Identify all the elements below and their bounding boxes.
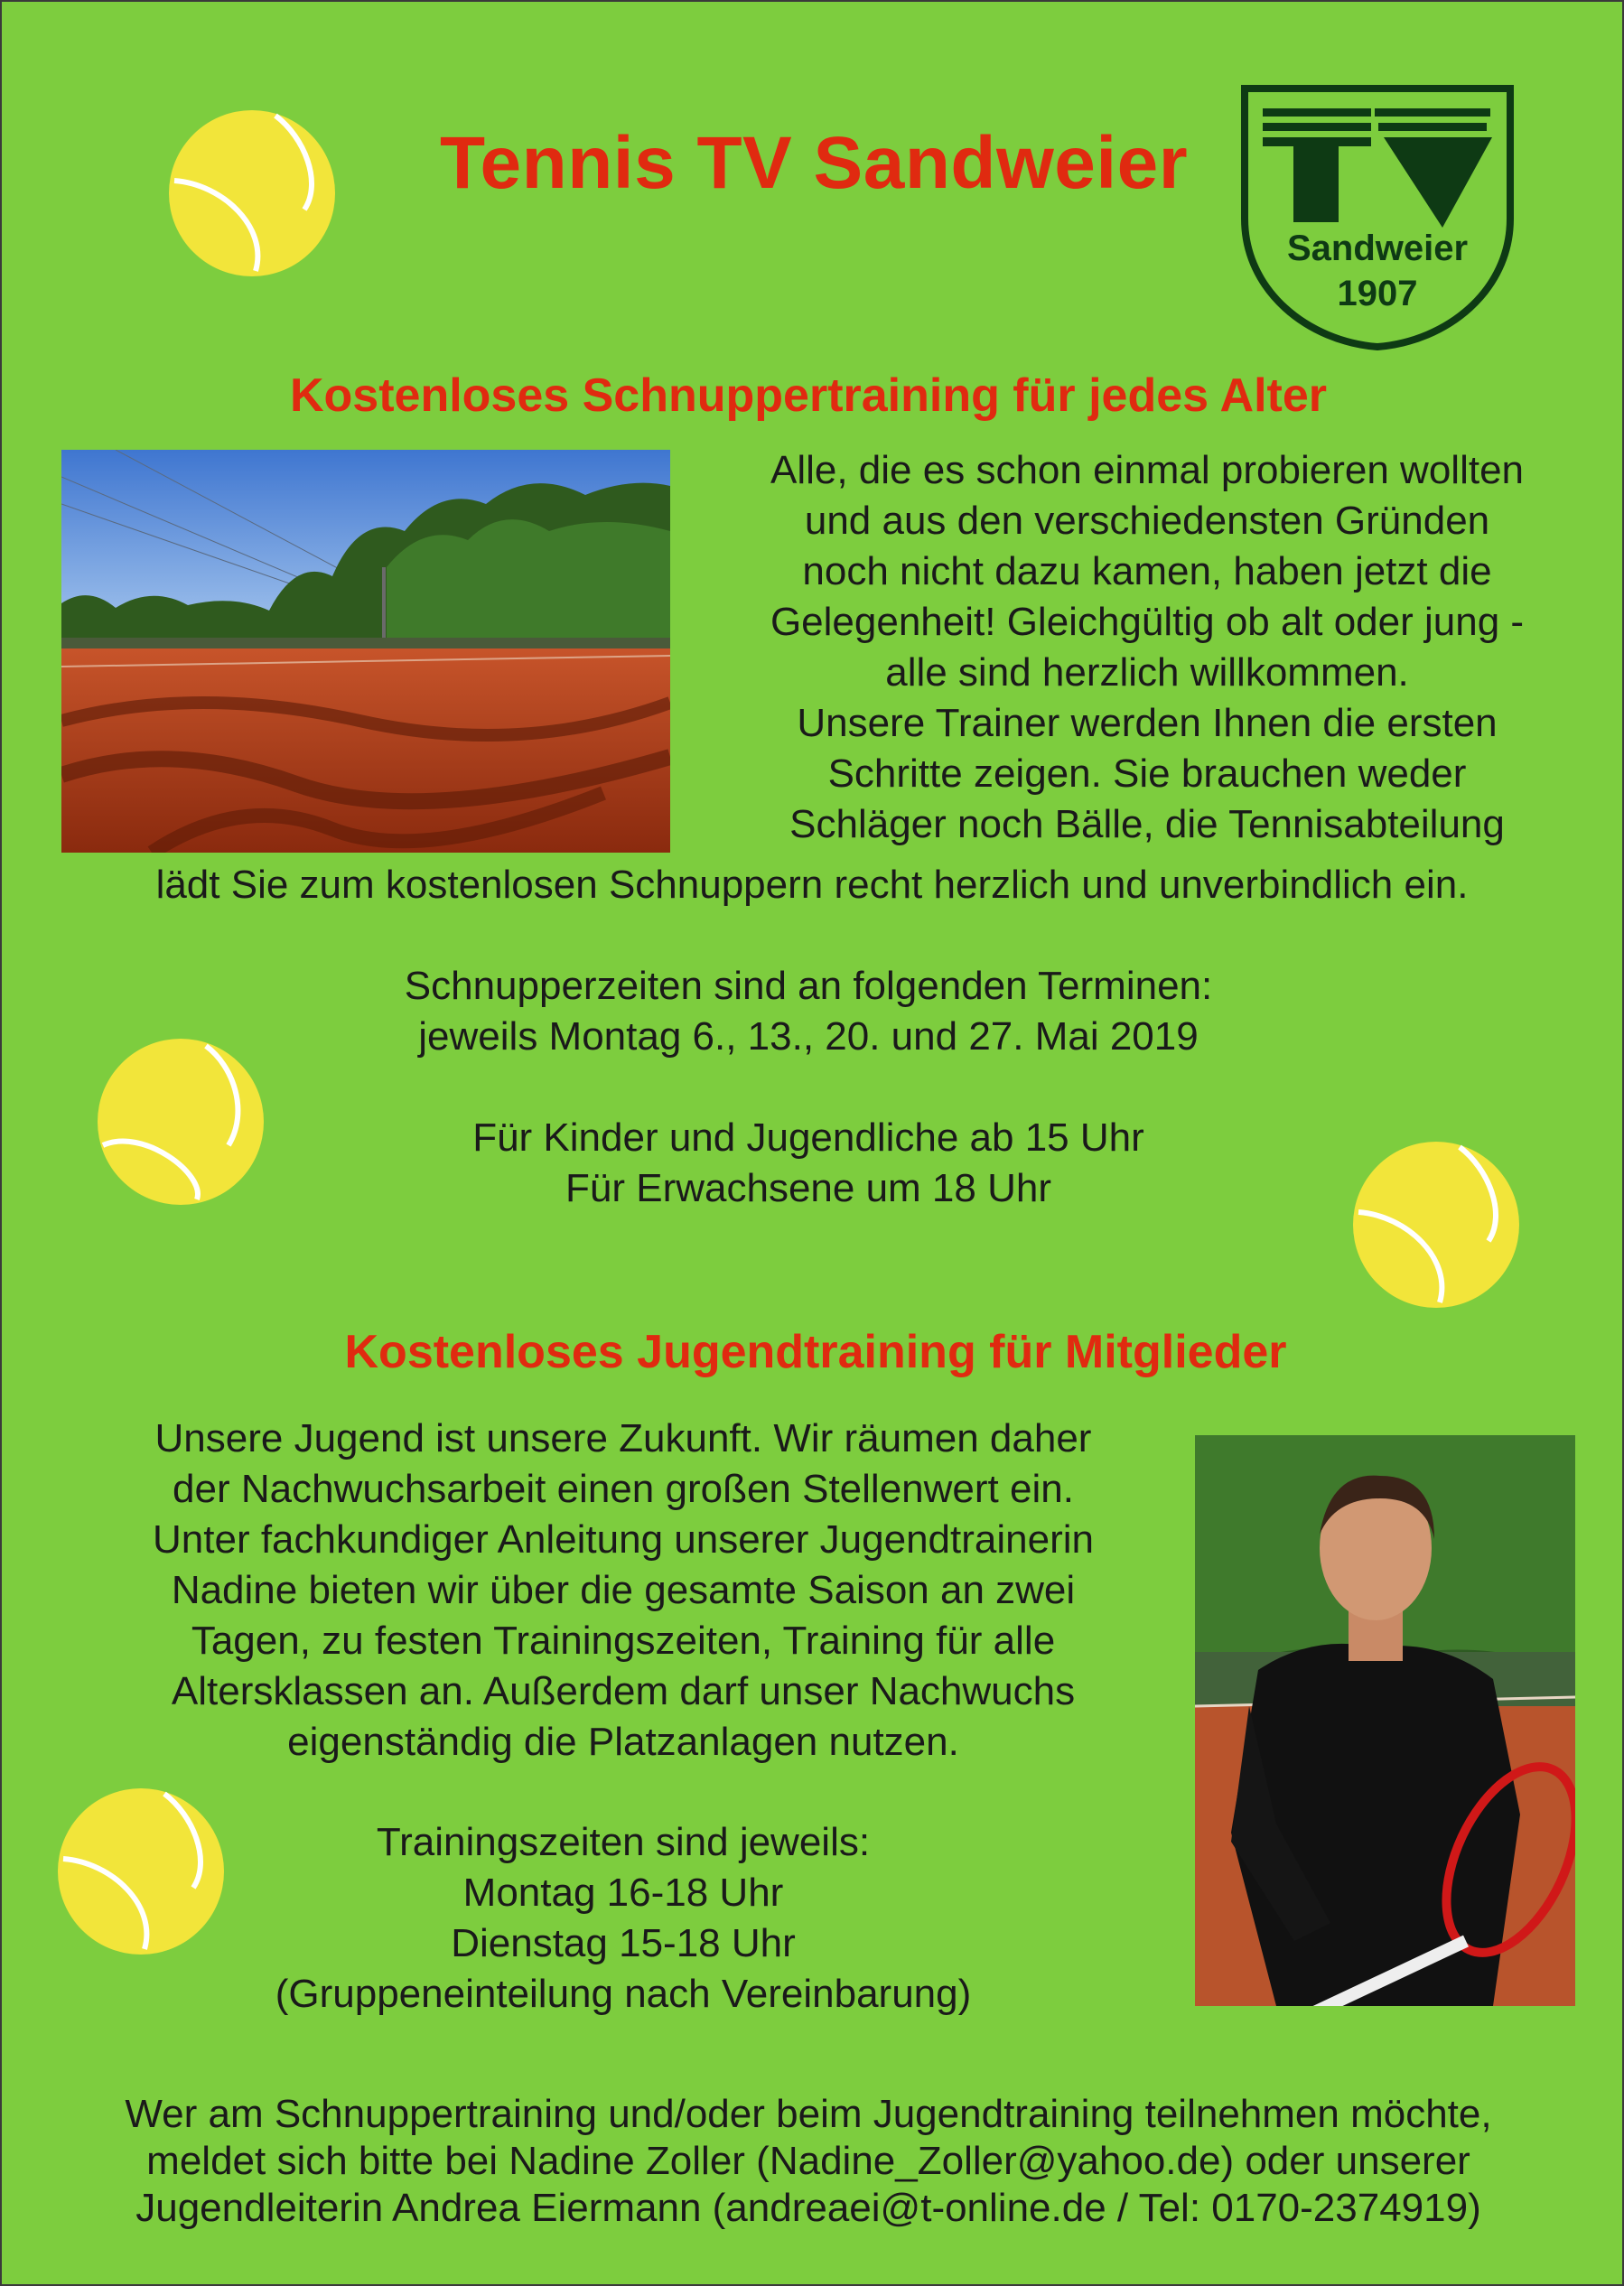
training-times [54,1817,1192,2020]
club-logo [1239,83,1516,352]
title-text: Tennis TV Sandweier [440,122,1189,204]
intro-full-line: lädt Sie zum kostenlosen Schnuppern recht herzlich und unverbindlich ein. [155,863,1469,907]
logo-name: Sandweier [1286,229,1469,268]
schnupper-times [0,1113,1620,1214]
contact-footer [0,2091,1620,2232]
body-line: Unter fachkundiger Anleitung unserer Jugendtrainerin [153,1517,1094,1562]
body-line: der Nachwuchsarbeit einen großen Stellenwert ein. [173,1467,1074,1511]
trainer-photo [1195,1435,1575,2006]
training-tuesday: Dienstag 15-18 Uhr [451,1921,796,1965]
body-line: Altersklassen an. Außerdem darf unser Nachwuchs [171,1669,1076,1713]
section1-intro [686,445,1608,850]
training-heading: Trainingszeiten sind jeweils: [376,1820,871,1864]
schnupper-dates [0,961,1620,1062]
section1-heading: Kostenloses Schnuppertraining für jedes Alter [289,369,1328,422]
body-line: Tagen, zu festen Trainingszeiten, Training für alle [191,1619,1056,1663]
section2-heading: Kostenloses Jugendtraining für Mitglieder [344,1326,1287,1378]
body-line: Unsere Jugend ist unsere Zukunft. Wir räumen daher [154,1416,1092,1460]
times-line: Für Erwachsene um 18 Uhr [565,1166,1051,1210]
training-monday: Montag 16-18 Uhr [462,1871,784,1915]
intro-line: noch nicht dazu kamen, haben jetzt die [802,549,1492,593]
dates-line: Schnupperzeiten sind an folgenden Terminen: [404,964,1213,1008]
intro-line: Alle, die es schon einmal probieren wollten [770,448,1525,492]
footer-line: meldet sich bitte bei Nadine Zoller (Nadine_Zoller@yahoo.de) oder unserer [146,2139,1470,2183]
times-line: Für Kinder und Jugendliche ab 15 Uhr [472,1115,1144,1160]
logo-year: 1907 [1337,274,1418,313]
footer-line: Jugendleiterin Andrea Eiermann (andreaei@t-online.de / Tel: 0170-2374919) [135,2186,1481,2230]
intro-line: Gelegenheit! Gleichgültig ob alt oder jung - [770,600,1525,644]
section2-body [54,1414,1192,1768]
intro-line: Schritte zeigen. Sie brauchen weder [827,751,1467,796]
tennis-court-photo [61,450,670,853]
body-line: eigenständig die Platzanlagen nutzen. [287,1720,959,1764]
footer-line: Wer am Schnuppertraining und/oder beim Jugendtraining teilnehmen möchte, [125,2092,1492,2136]
training-note: (Gruppeneinteilung nach Vereinbarung) [275,1972,972,2016]
intro-line: Schläger noch Bälle, die Tennisabteilung [789,802,1505,846]
intro-line: und aus den verschiedensten Gründen [804,499,1490,543]
intro-line: alle sind herzlich willkommen. [885,650,1409,695]
dates-line: jeweils Montag 6., 13., 20. und 27. Mai 2019 [418,1014,1199,1059]
body-line: Nadine bieten wir über die gesamte Saison an zwei [171,1568,1076,1612]
intro-line: Unsere Trainer werden Ihnen die ersten [797,701,1498,745]
